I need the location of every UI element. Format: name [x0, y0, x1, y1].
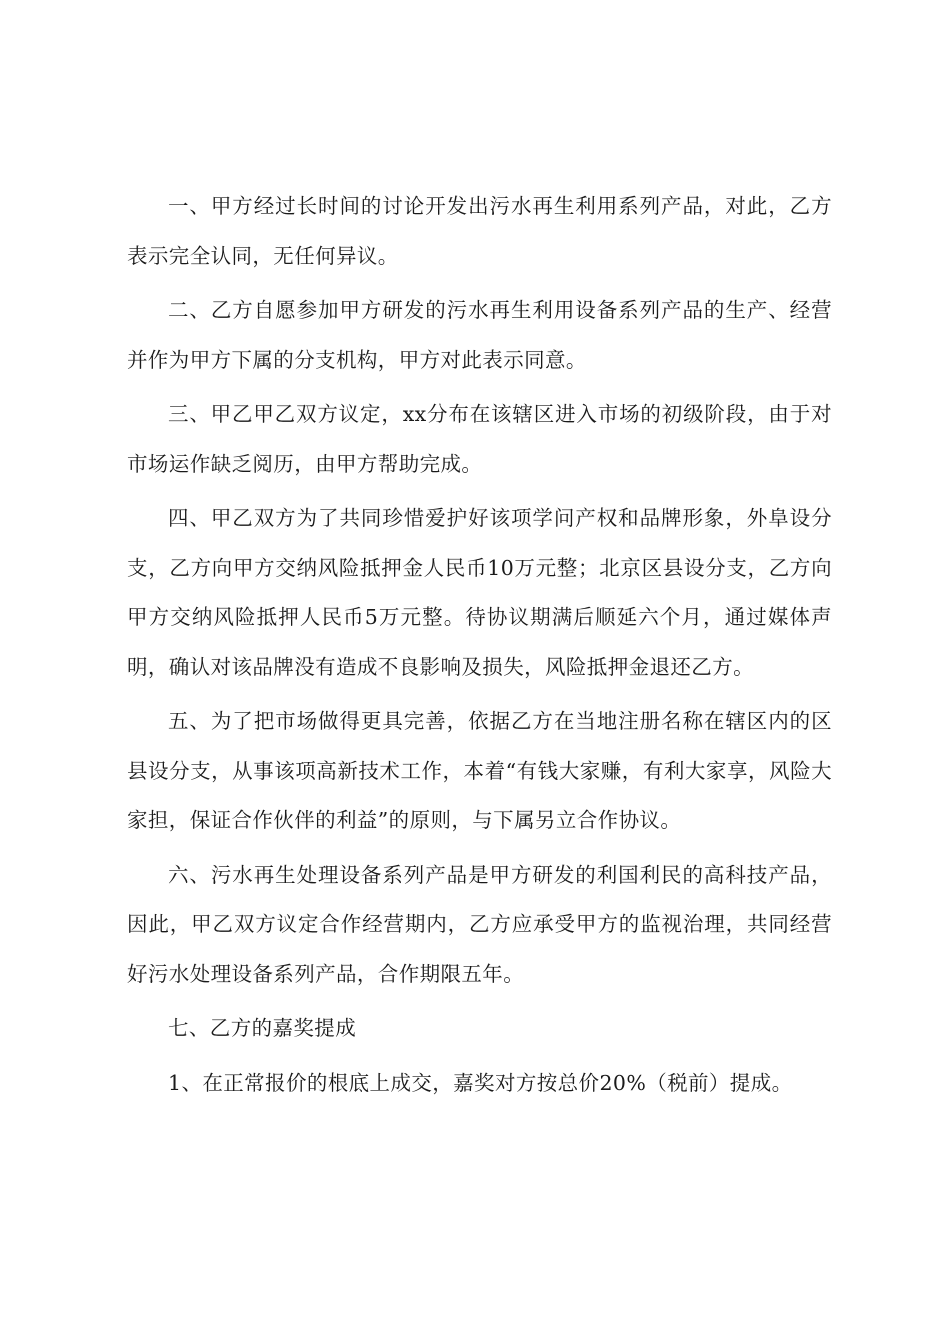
clause-4: 四、甲乙双方为了共同珍惜爱护好该项学问产权和品牌形象，外阜设分支，乙方向甲方交纳风险抵押金人民币10万元整；北京区县设分支，乙方向甲方交纳风险抵押人民币5万元整。待协议期满后顺延六个月，通过媒体声明，确认对该品牌没有造成不良影响及损失，风险抵押金退还乙方。 — [127, 506, 832, 679]
clause-7-item-1: 1、在正常报价的根底上成交，嘉奖对方按总价20%（税前）提成。 — [168, 1070, 793, 1095]
clause-3: 三、甲乙甲乙双方议定，xx分布在该辖区进入市场的初级阶段，由于对市场运作缺乏阅历，由甲方帮助完成。 — [127, 402, 832, 476]
clause-1: 一、甲方经过长时间的讨论开发出污水再生利用系列产品，对此，乙方表示完全认同，无任何异议。 — [127, 194, 832, 268]
clause-2: 二、乙方自愿参加甲方研发的污水再生利用设备系列产品的生产、经营并作为甲方下属的分支机构，甲方对此表示同意。 — [127, 298, 832, 372]
clause-7-heading: 七、乙方的嘉奖提成 — [168, 1016, 357, 1040]
document-body — [127, 182, 832, 1113]
clause-5: 五、为了把市场做得更具完善，依据乙方在当地注册名称在辖区内的区县设分支，从事该项高新技术工作，本着“有钱大家赚，有利大家享，风险大家担，保证合作伙伴的利益”的原则，与下属另立合作协议。 — [127, 709, 832, 832]
clause-6: 六、污水再生处理设备系列产品是甲方研发的利国利民的高科技产品，因此，甲乙双方议定合作经营期内，乙方应承受甲方的监视治理，共同经营好污水处理设备系列产品，合作期限五年。 — [127, 862, 832, 986]
